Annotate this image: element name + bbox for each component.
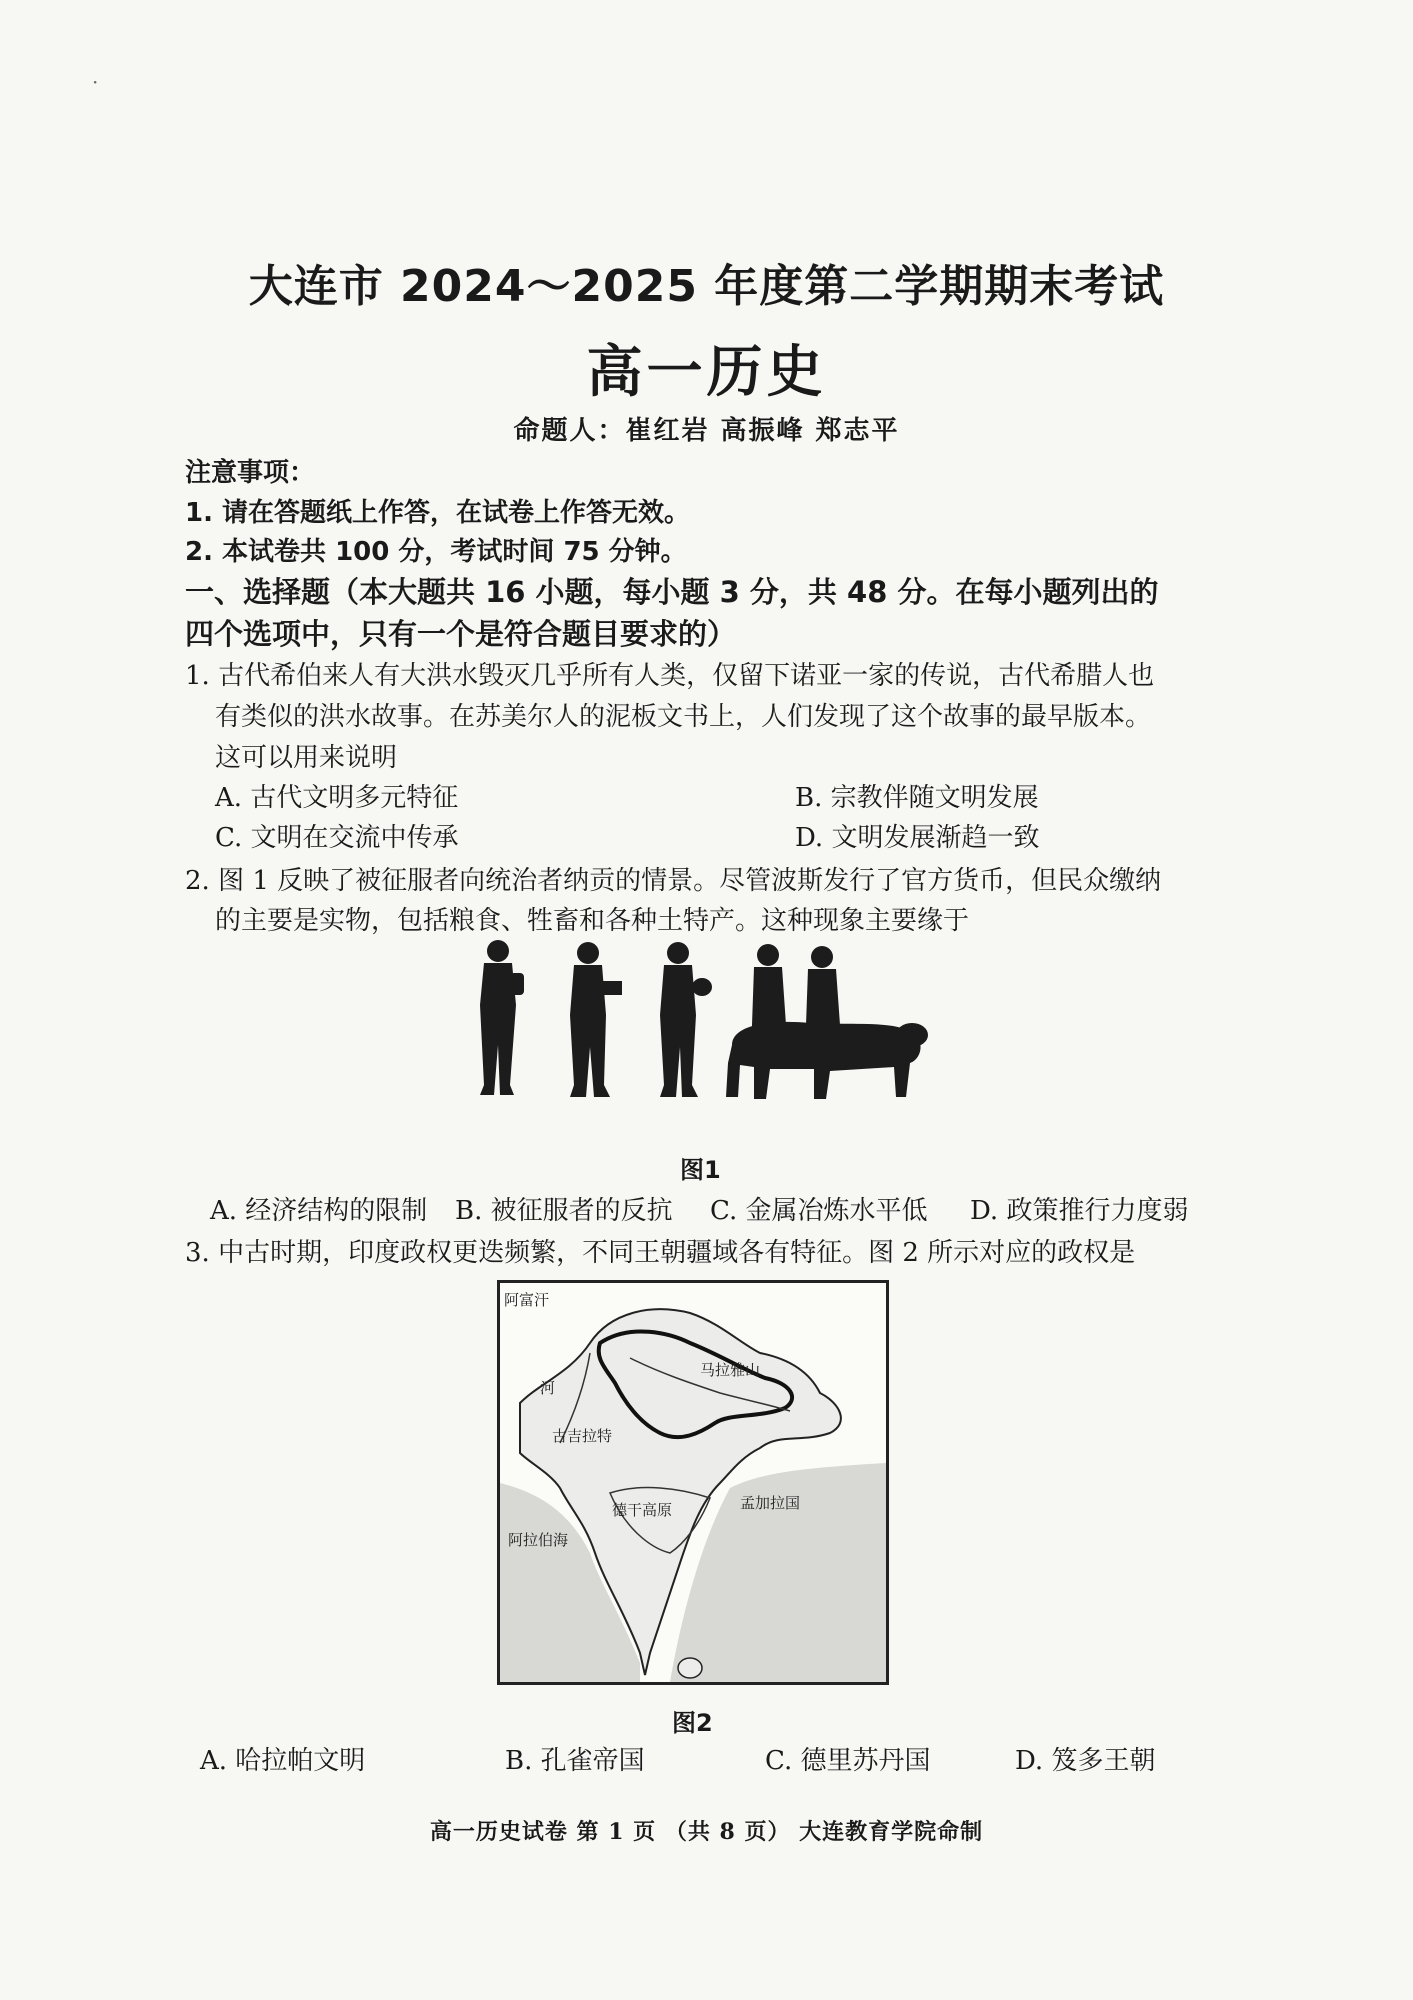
q1-option-b: B. 宗教伴随文明发展: [795, 783, 1039, 813]
notice-item-1: 1. 请在答题纸上作答，在试卷上作答无效。: [185, 498, 691, 528]
q1-stem-line3: 这可以用来说明: [215, 743, 398, 773]
label-gujarat: 古吉拉特: [552, 1427, 613, 1445]
tribute-bearer-2: [570, 942, 622, 1097]
tribute-bearer-3: [660, 942, 712, 1097]
label-indus: 河: [540, 1379, 556, 1397]
tribute-bearer-1: [480, 940, 524, 1095]
q3-option-d: D. 笈多王朝: [1015, 1746, 1156, 1776]
notice-item-2: 2. 本试卷共 100 分，考试时间 75 分钟。: [185, 537, 687, 567]
label-afghanistan: 阿富汗: [504, 1291, 550, 1309]
tribute-animal: [726, 1022, 928, 1099]
figure1-caption: 图1: [680, 1156, 721, 1184]
q3-option-a: A. 哈拉帕文明: [200, 1746, 366, 1776]
figure2-caption: 图2: [672, 1709, 713, 1737]
notice-heading: 注意事项：: [185, 458, 316, 488]
q2-option-c: C. 金属冶炼水平低: [710, 1196, 928, 1226]
q2-stem-line2: 的主要是实物，包括粮食、牲畜和各种土特产。这种现象主要缘于: [215, 906, 970, 936]
india-map-figure: [497, 1280, 889, 1685]
q1-stem-line1: 1. 古代希伯来人有大洪水毁灭几乎所有人类，仅留下诺亚一家的传说，古代希腊人也: [185, 661, 1155, 691]
tribute-relief-figure: [470, 935, 930, 1110]
subject-title: 高一历史: [586, 340, 827, 405]
q2-stem-line1: 2. 图 1 反映了被征服者向统治者纳贡的情景。尽管波斯发行了官方货币，但民众缴纳: [185, 866, 1162, 896]
q1-stem-line2: 有类似的洪水故事。在苏美尔人的泥板文书上，人们发现了这个故事的最早版本。: [215, 702, 1152, 732]
label-himalaya: 马拉雅山: [700, 1361, 761, 1379]
ceylon-island: [678, 1658, 702, 1678]
q1-option-c: C. 文明在交流中传承: [215, 823, 459, 853]
page-footer: 高一历史试卷 第 1 页 （共 8 页） 大连教育学院命制: [429, 1819, 984, 1845]
q2-option-b: B. 被征服者的反抗: [455, 1196, 673, 1226]
q3-option-c: C. 德里苏丹国: [765, 1746, 931, 1776]
scan-speck: ·: [92, 70, 99, 94]
q2-option-a: A. 经济结构的限制: [210, 1196, 428, 1226]
exam-title: 大连市 2024～2025 年度第二学期期末考试: [248, 261, 1165, 312]
q3-stem: 3. 中古时期，印度政权更迭频繁，不同王朝疆域各有特征。图 2 所示对应的政权是: [185, 1238, 1136, 1268]
section-heading-line2: 四个选项中，只有一个是符合题目要求的）: [185, 617, 737, 651]
q1-option-a: A. 古代文明多元特征: [215, 783, 459, 813]
section-heading-line1: 一、选择题（本大题共 16 小题，每小题 3 分，共 48 分。在每小题列出的: [185, 575, 1159, 609]
q3-option-b: B. 孔雀帝国: [505, 1746, 645, 1776]
authors-line: 命题人：崔红岩 高振峰 郑志平: [513, 416, 900, 446]
q2-option-d: D. 政策推行力度弱: [970, 1196, 1189, 1226]
q1-option-d: D. 文明发展渐趋一致: [795, 823, 1040, 853]
label-bengal: 孟加拉国: [740, 1494, 801, 1512]
label-arabian-sea: 阿拉伯海: [508, 1531, 569, 1549]
label-deccan: 德干高原: [612, 1501, 673, 1519]
